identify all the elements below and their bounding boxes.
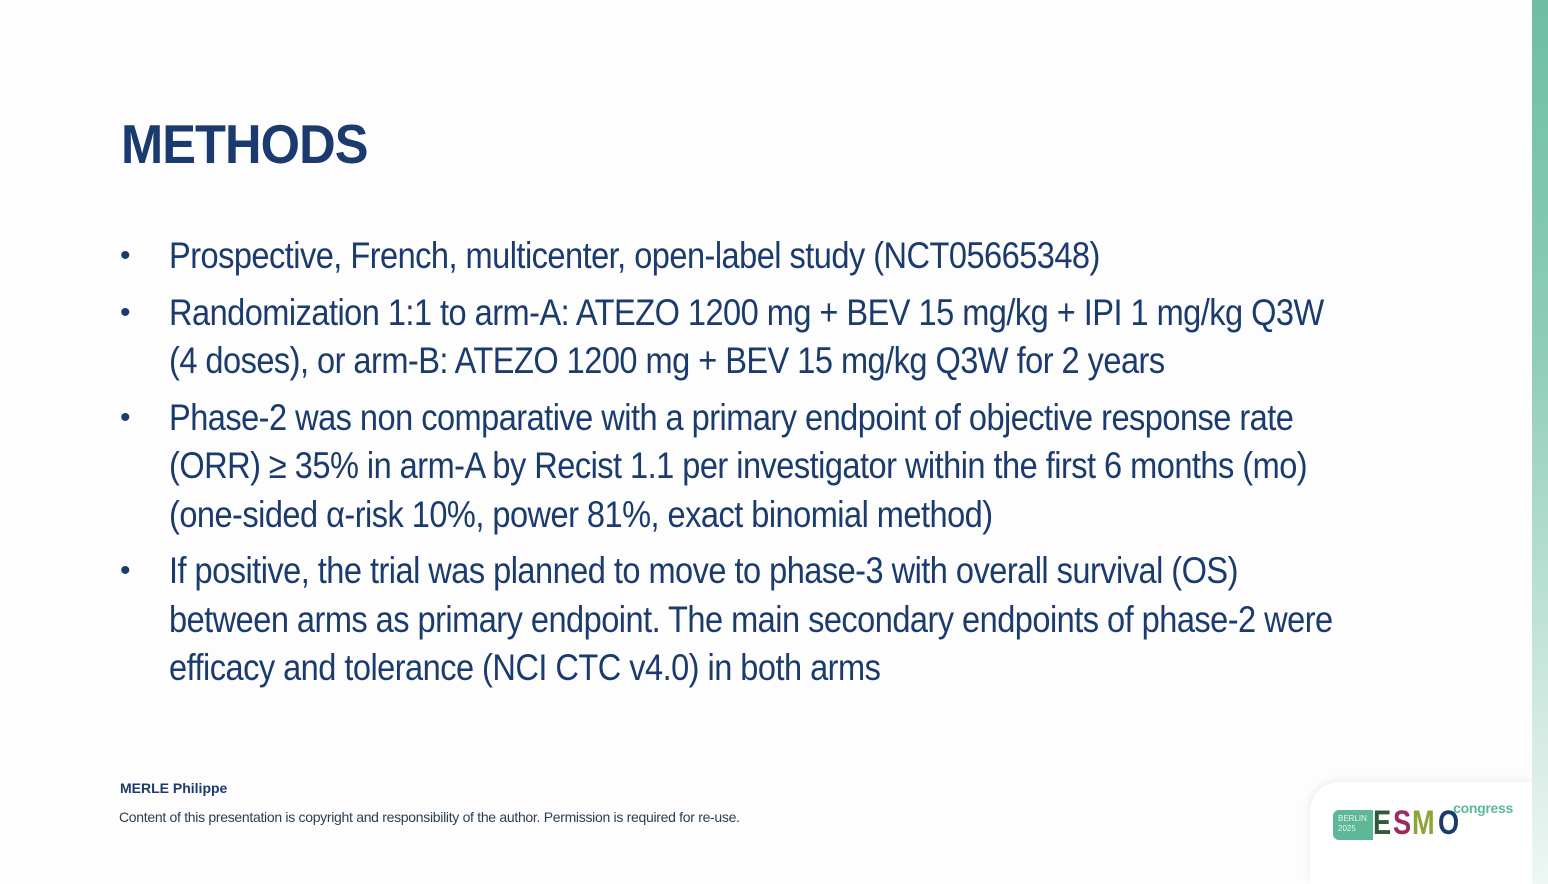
bullet-icon: • — [120, 400, 130, 434]
decorative-side-bar — [1532, 0, 1548, 884]
logo-letter: M — [1412, 804, 1433, 842]
logo-city: BERLIN — [1338, 814, 1367, 823]
bullet-text: Prospective, French, multicenter, open-label study (NCT05665348) — [169, 235, 1100, 276]
bullet-text: Phase-2 was non comparative with a primary endpoint of objective response rate (ORR) ≥ 35% in arm-A by Recist 1.1 per investigator within the first 6 months (mo) (one-sided α-risk 10%, power 81%, exact binomial method) — [169, 396, 1308, 535]
logo-letter: S — [1392, 804, 1409, 842]
bullet-item — [120, 547, 1360, 693]
copyright-notice: Content of this presentation is copyright and responsibility of the author. Permission is required for re-use. — [119, 809, 740, 825]
bullet-icon: • — [120, 295, 130, 329]
bullet-item — [120, 289, 1360, 386]
bullet-item — [120, 232, 1360, 281]
logo-letter: O — [1437, 804, 1457, 842]
esmo-congress-logo — [1333, 800, 1513, 840]
logo-year: 2025 — [1338, 824, 1356, 833]
bullet-list — [120, 232, 1360, 701]
bullet-item — [120, 394, 1360, 540]
logo-suffix: congress — [1453, 800, 1514, 816]
slide-title: METHODS — [121, 113, 368, 175]
bullet-icon: • — [120, 554, 130, 587]
logo-city-badge — [1333, 810, 1373, 840]
bullet-text: If positive, the trial was planned to move to phase-3 with overall survival (OS) between arms as primary endpoint. The main secondary endpoints of phase-2 were efficacy and tolerance (NCI CTC v4.0) in both arms — [169, 550, 1333, 688]
logo-wordmark — [1373, 804, 1461, 842]
author-name: MERLE Philippe — [120, 780, 228, 796]
logo-letter: E — [1373, 804, 1389, 842]
bullet-text: Randomization 1:1 to arm-A: ATEZO 1200 mg + BEV 15 mg/kg + IPI 1 mg/kg Q3W (4 doses), or arm-B: ATEZO 1200 mg + BEV 15 mg/kg Q3W for 2 years — [169, 291, 1324, 381]
bullet-icon: • — [120, 239, 130, 272]
